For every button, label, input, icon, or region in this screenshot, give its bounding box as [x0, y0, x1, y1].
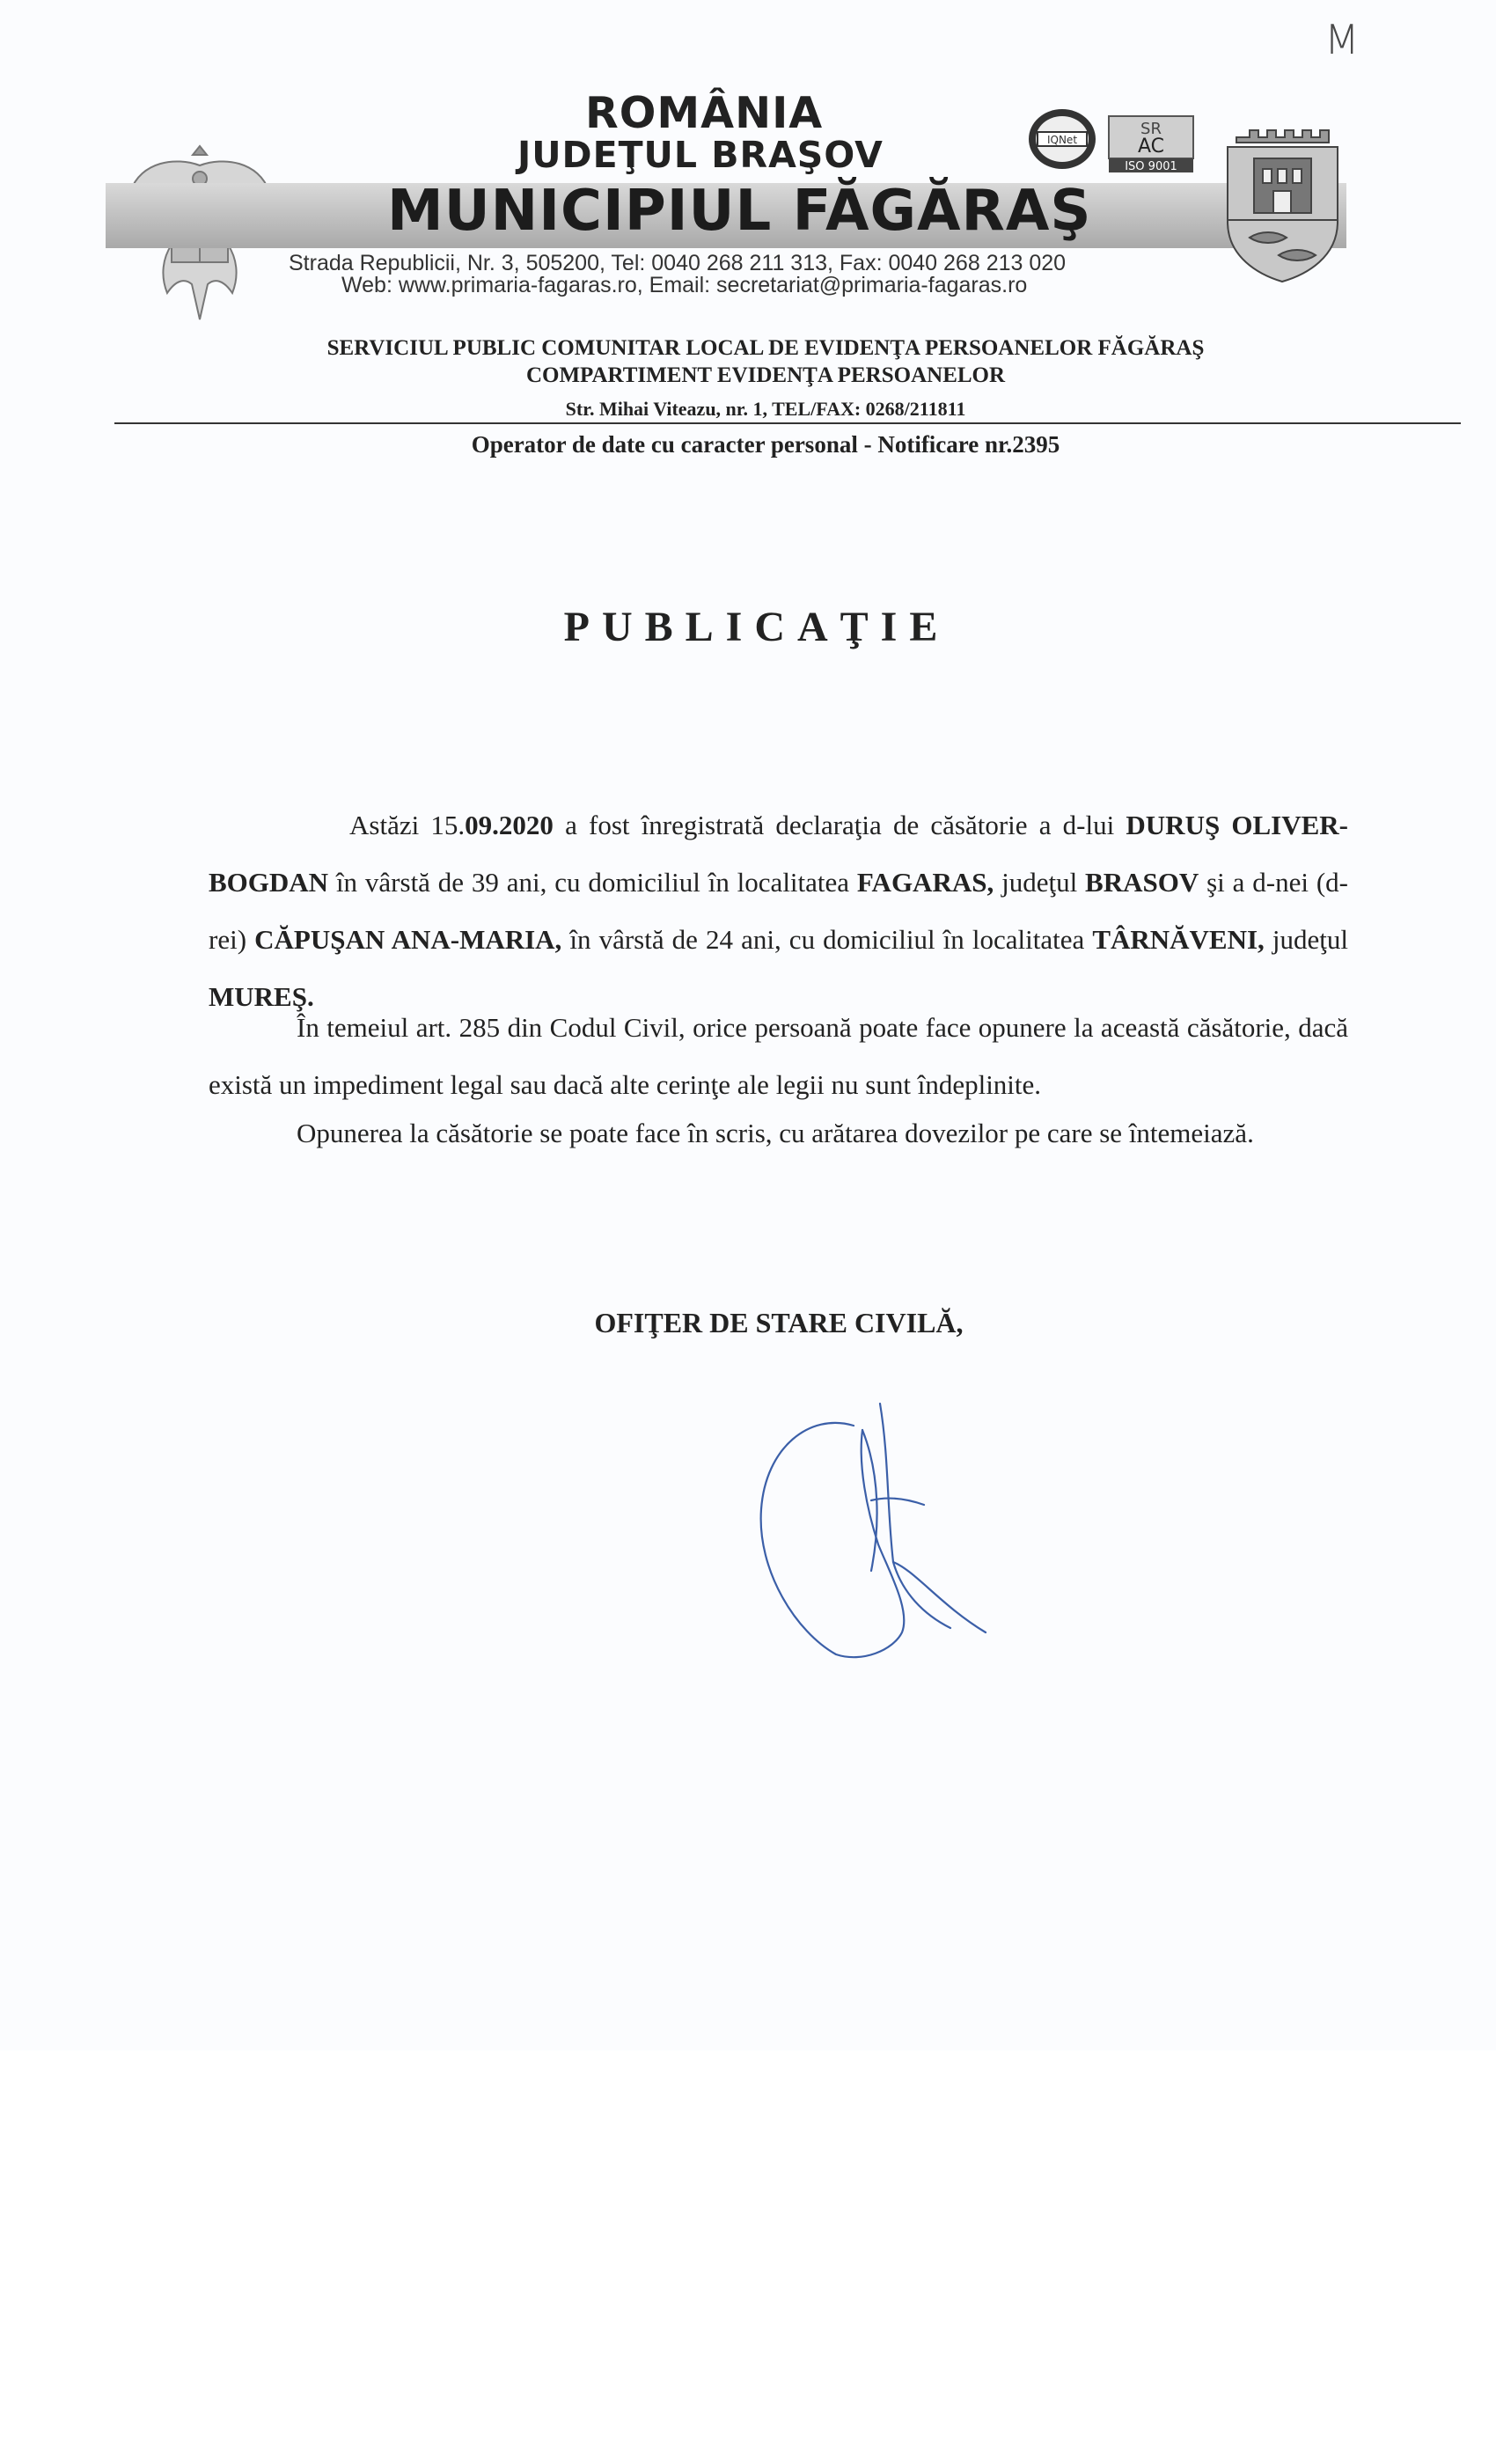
registration-date: 09.2020	[465, 810, 554, 840]
legal-basis-paragraph: În temeiul art. 285 din Codul Civil, orice persoană poate face opunere la această căsătorie, dacă există un impediment legal sau dacă alte cerinţe ale legii nu sunt îndeplinite.	[209, 1012, 1348, 1100]
iqnet-certification-icon	[1025, 104, 1100, 174]
srac-logo-bottom: ISO 9001	[1125, 160, 1177, 173]
letterhead-address: Strada Republicii, Nr. 3, 505200, Tel: 0040 268 211 313, Fax: 0040 268 213 020	[289, 251, 1067, 275]
handwritten-signature	[748, 1395, 1030, 1663]
p1-text-g: judeţul	[1264, 924, 1348, 955]
service-address: Str. Mihai Viteazu, nr. 1, TEL/FAX: 0268/211811	[565, 398, 966, 420]
letterhead-country: ROMÂNIA	[585, 88, 824, 138]
officer-title: OFIŢER DE STARE CIVILĂ,	[594, 1307, 964, 1338]
service-name: SERVICIUL PUBLIC COMUNITAR LOCAL DE EVIDENŢA PERSOANELOR FĂGĂRAŞ	[326, 336, 1205, 360]
bride-locality: TÂRNĂVENI,	[1092, 924, 1265, 955]
srac-iso-certification-icon	[1107, 114, 1195, 174]
p1-text-c: în vârstă de 39 ani, cu domiciliul în localitatea	[328, 867, 857, 898]
header-divider	[114, 422, 1461, 424]
department-name: COMPARTIMENT EVIDENŢA PERSOANELOR	[525, 363, 1006, 387]
letterhead-municipality: MUNICIPIUL FĂGĂRAŞ	[387, 179, 1092, 244]
fagaras-crest-icon	[1219, 116, 1346, 283]
p1-text-d: judeţul	[994, 867, 1086, 898]
opposition-paragraph: Opunerea la căsătorie se poate face în scris, cu arătarea dovezilor pe care se întemeiază.	[297, 1118, 1254, 1148]
handwritten-corner-mark: M	[1324, 16, 1360, 63]
p1-text-b: a fost înregistrată declaraţia de căsătorie a d-lui	[553, 810, 1126, 840]
letterhead-county: JUDEŢUL BRAŞOV	[517, 134, 884, 176]
data-operator-notice: Operator de date cu caracter personal - Notificare nr.2395	[471, 431, 1060, 458]
bride-name: CĂPUŞAN ANA-MARIA,	[254, 924, 562, 955]
p1-text-e: şi a d-nei (d-rei)	[209, 867, 1348, 955]
groom-county: BRASOV	[1085, 867, 1199, 898]
srac-logo-top: SR	[1140, 120, 1162, 138]
p1-text-f: în vârstă de 24 ani, cu domiciliul în localitatea	[561, 924, 1093, 955]
iqnet-logo-text: IQNet	[1046, 134, 1078, 146]
page-title: PUBLICAŢIE	[563, 604, 950, 650]
announcement-paragraph	[209, 796, 1348, 1025]
bride-county: MUREŞ.	[209, 981, 314, 1012]
srac-logo-mid: AC	[1137, 136, 1165, 158]
p1-text-a: Astăzi 15.	[349, 810, 466, 840]
groom-locality: FAGARAS,	[856, 867, 994, 898]
groom-name: DURUŞ OLIVER-BOGDAN	[209, 810, 1349, 898]
letterhead-web-email: Web: www.primaria-fagaras.ro, Email: secretariat@primaria-fagaras.ro	[341, 273, 1028, 297]
